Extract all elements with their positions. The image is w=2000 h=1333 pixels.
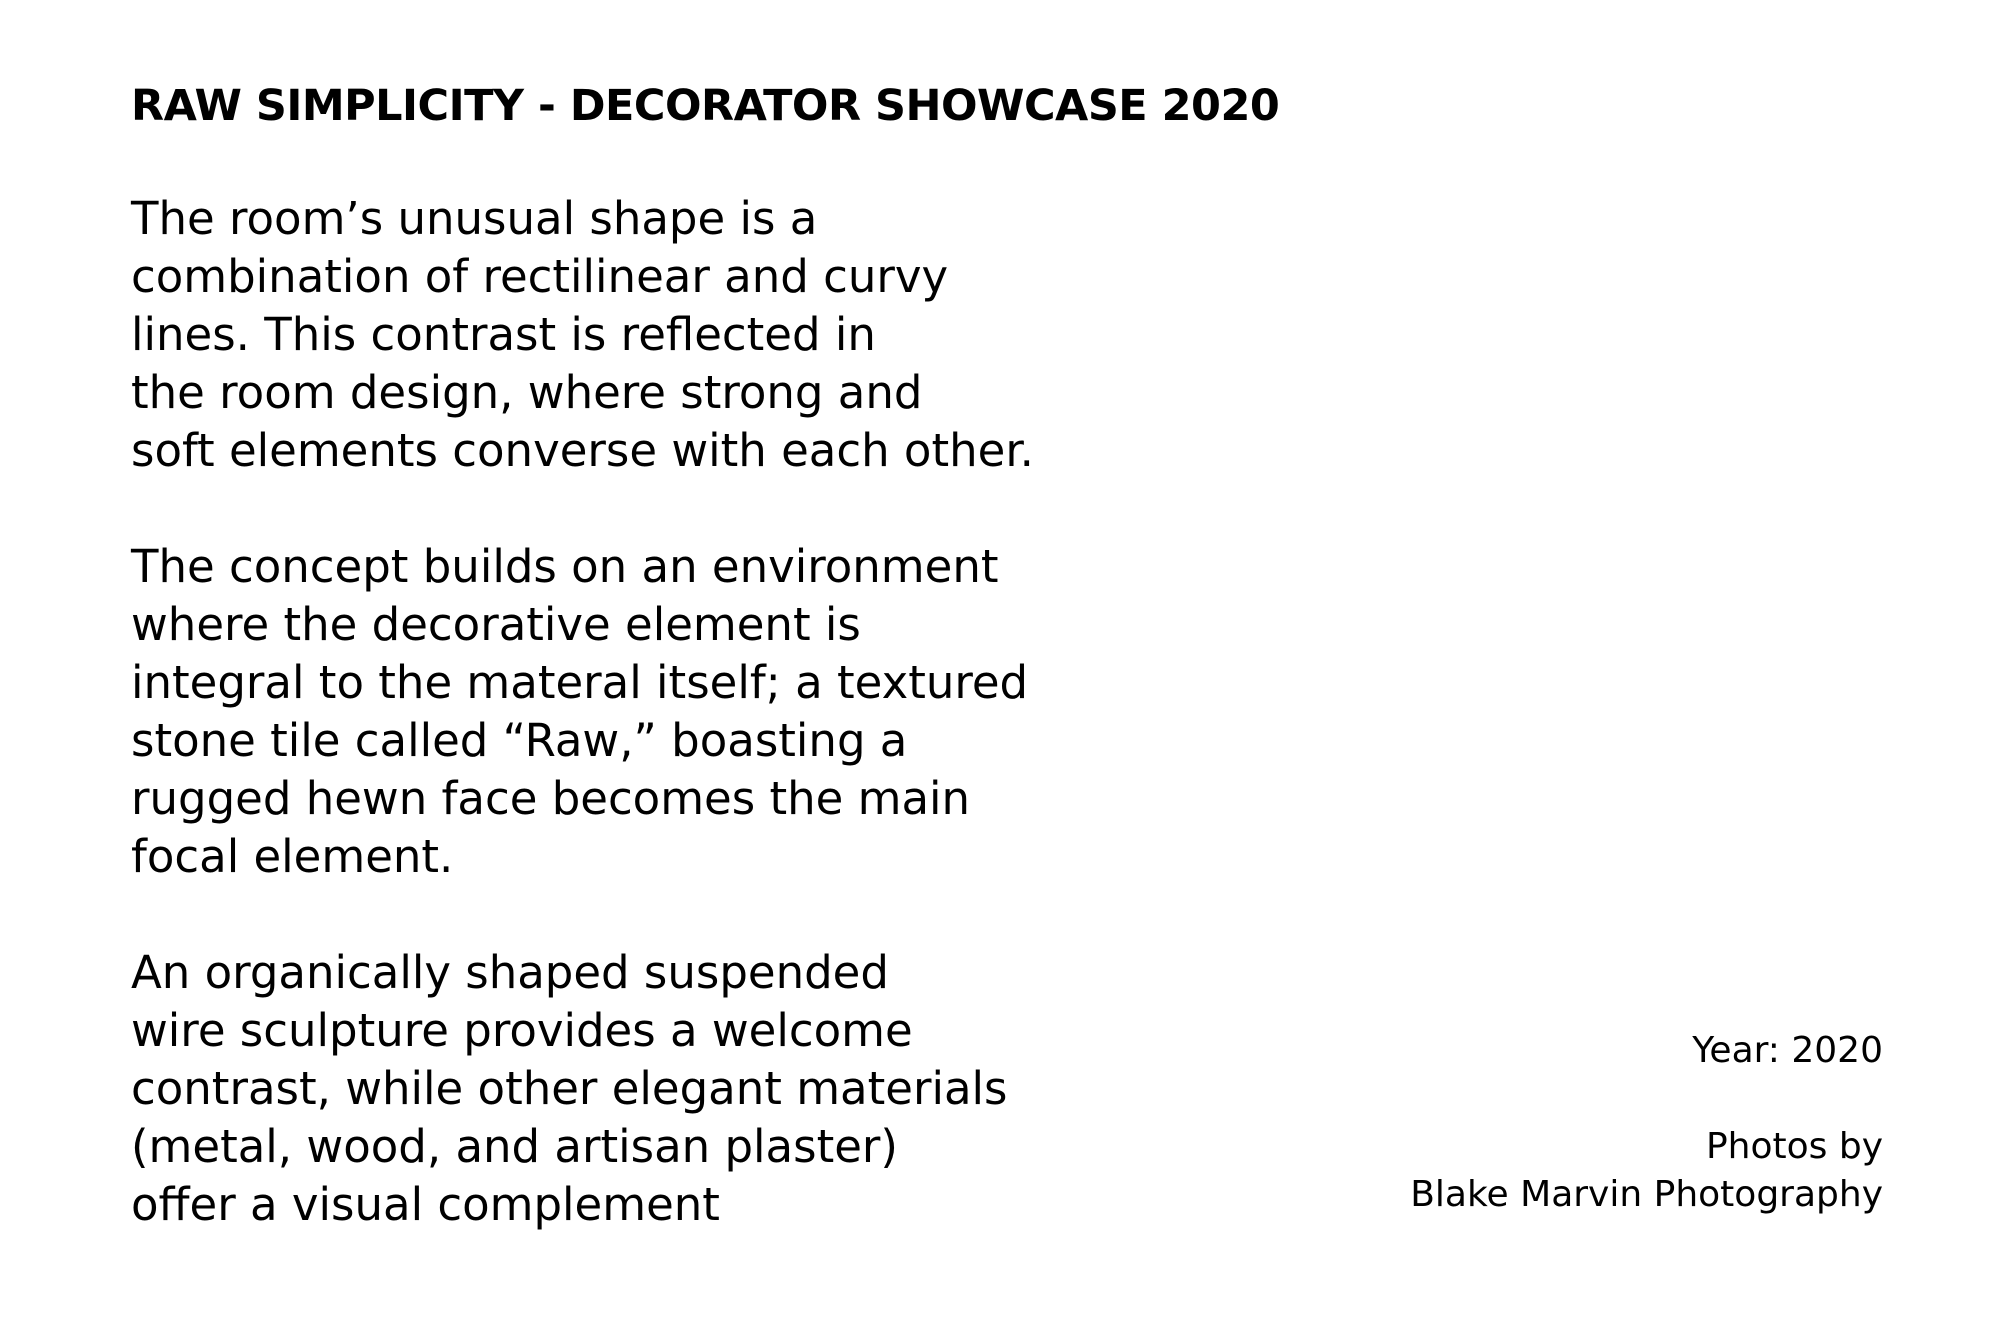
year-label: Year: 2020 (1692, 1030, 1883, 1071)
text-line: contrast, while other elegant materials (131, 1062, 1008, 1115)
paragraph-concept (131, 538, 1331, 886)
text-line: The room’s unusual shape is a (131, 192, 818, 245)
text-line: focal element. (131, 830, 454, 883)
text-line: combination of rectilinear and curvy (131, 250, 949, 303)
text-line: The concept builds on an environment (131, 540, 999, 593)
text-line: offer a visual complement (131, 1178, 720, 1231)
photos-credit-label: Photos by (1705, 1126, 1883, 1167)
text-line: soft elements converse with each other. (131, 424, 1034, 477)
text-line: integral to the materal itself; a textured (131, 656, 1029, 709)
text-line: (metal, wood, and artisan plaster) (131, 1120, 898, 1173)
page-title: RAW SIMPLICITY - DECORATOR SHOWCASE 2020 (131, 81, 1280, 131)
text-line: where the decorative element is (131, 598, 861, 651)
paragraph-sculpture (131, 944, 1331, 1234)
text-line: the room design, where strong and (131, 366, 923, 419)
description-body (131, 190, 1331, 1292)
text-line: rugged hewn face becomes the main (131, 772, 971, 825)
text-line: wire sculpture provides a welcome (131, 1004, 913, 1057)
text-line: An organically shaped suspended (131, 946, 889, 999)
photographer-name: Blake Marvin Photography (1410, 1174, 1883, 1215)
credits-block (1410, 1027, 1883, 1219)
text-line: stone tile called “Raw,” boasting a (131, 714, 908, 767)
paragraph-room-shape (131, 190, 1331, 480)
text-line: lines. This contrast is reflected in (131, 308, 876, 361)
